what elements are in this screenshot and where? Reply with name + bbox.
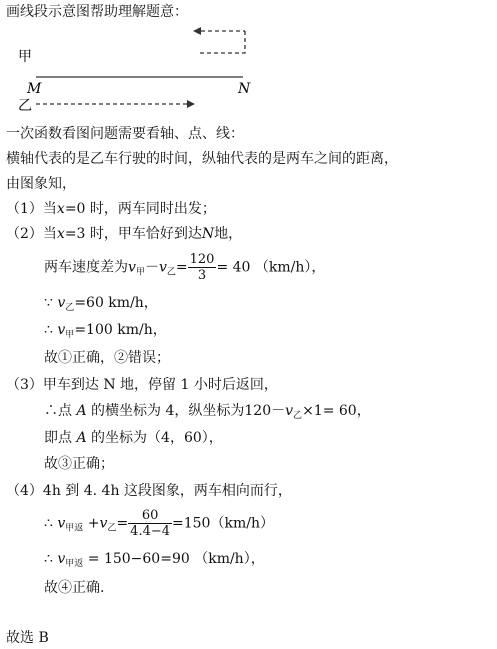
yi-label: 乙 [18, 98, 32, 114]
step4-equation-line: ∴ $v_{甲返} +v_乙=$ $\frac{60}{4.4-4}$ =150（km/h） [44, 508, 274, 539]
final-answer: 故选 B [6, 630, 49, 646]
jia-arrow-head [193, 27, 201, 35]
yi-arrow-head [187, 100, 195, 108]
step3-line1: （3）甲车到达 N 地，停留 1 小时后返回， [6, 377, 278, 393]
fraction-60-over-0-4: $\frac{60}{4.4-4}$ [130, 508, 171, 539]
step3-line3: 即点 A 的坐标为（4，60）， [44, 430, 223, 446]
step2-conclusion: 故①正确，②错误； [44, 350, 170, 366]
step3-conclusion: 故③正确； [44, 456, 114, 472]
step3-line2: ∴点 A 的横坐标为 4，纵坐标为$120-v_乙\times 1= 60$， [44, 403, 371, 421]
step4-conclusion: 故④正确. [44, 580, 105, 596]
explain-line-2: 横轴代表的是乙车行驶的时间，纵轴代表的是两车之间的距离， [6, 151, 398, 167]
speed-difference-line: 两车速度差为$v_甲-v_乙=$ $\frac{120}{3}$ = 40 （km/h）， [44, 252, 326, 283]
step4-line3: ∴ $v_{甲返} = 150-60=90$ （km/h）， [44, 551, 265, 569]
intro-text: 画线段示意图帮助理解题意： [6, 4, 188, 20]
step1-line: （1）当x=0 时，两车同时出发； [6, 201, 216, 217]
n-label: N [238, 81, 251, 97]
segment-diagram [0, 22, 280, 127]
jia-label: 甲 [18, 49, 32, 65]
step4-line1: （4）4h 到 4. 4h 这段图象，两车相向而行， [6, 483, 292, 499]
v-yi-line: ∵ $v_乙=60$ km/h， [44, 295, 158, 313]
m-label: M [27, 81, 42, 97]
explain-line-1: 一次函数看图问题需要看轴、点、线： [6, 126, 244, 142]
jia-dashed-path [200, 31, 245, 53]
explain-line-3: 由图象知， [6, 176, 76, 192]
step2-line: （2）当x=3 时，甲车恰好到达N地， [6, 226, 243, 242]
fraction-120-over-3: $\frac{120}{3}$ [189, 252, 215, 283]
v-jia-line: ∴ $v_甲=100$ km/h， [44, 322, 167, 340]
